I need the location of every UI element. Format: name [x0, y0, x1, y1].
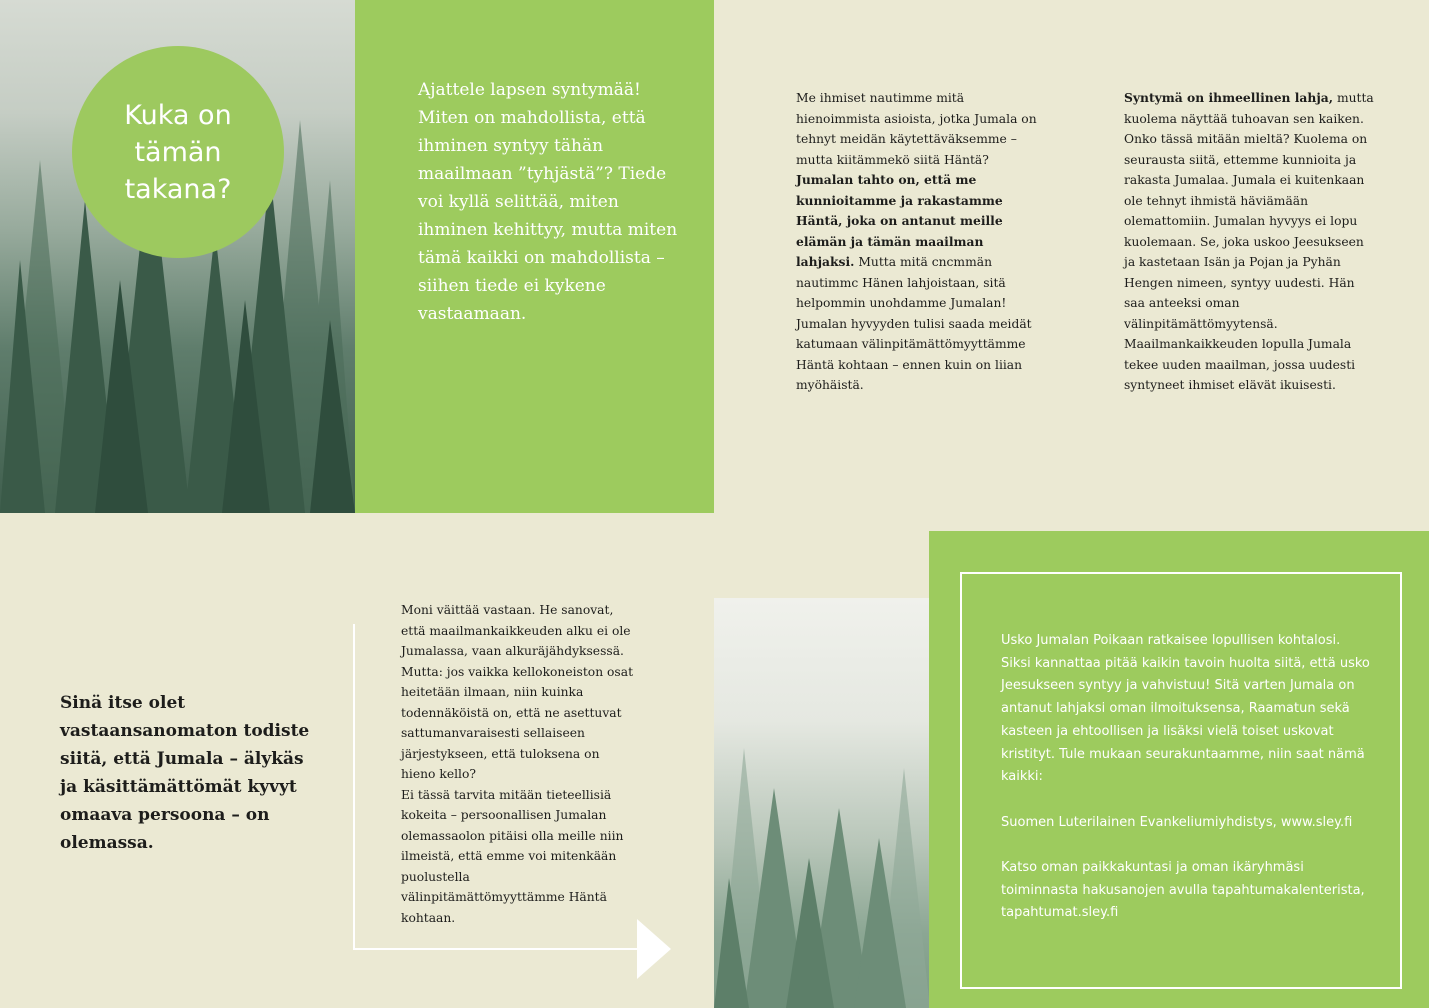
- text-column-1: [796, 88, 1046, 396]
- column1-text-b: Mutta mitä cncmmän nautimmc Hänen lahjoistaan, sitä helpommin unohdamme Jumalan! Jumalan hyvyyden tulisi saada meidät katumaan välinpitämättömyyttämme Häntä kohtaan – ennen kuin on liian myöhäistä.: [796, 255, 1032, 392]
- column1-emphasis: Jumalan tahto on, että me kunnioitamme ja rakastamme Häntä, joka on antanut meille elämän ja tämän maailman lahjaksi.: [796, 172, 1003, 269]
- arrow-right-icon: [637, 919, 671, 979]
- text-column-2: [1124, 88, 1374, 396]
- column3-paragraph-1: Moni väittää vastaan. He sanovat, että maailmankaikkeuden alku ei ole Jumalassa, vaan alkuräjähdyksessä. Mutta: jos vaikka kellokoneiston osat heitetään ilmaan, niin kuinka todennäköistä on, että ne asettuvat sattumanvaraisesti sellaiseen järjestykseen, että tuloksena on hieno kello?: [401, 603, 634, 781]
- column2-emphasis: Syntymä on ihmeellinen lahja,: [1124, 90, 1334, 105]
- arrow-line-vertical: [353, 624, 355, 950]
- panel-title: Kuka on tämän takana?: [124, 99, 232, 205]
- info-text: [1001, 630, 1371, 925]
- arrow-line-horizontal: [353, 948, 639, 950]
- intro-text: Ajattele lapsen syntymää! Miten on mahdollista, että ihminen syntyy tähän maailmaan ”tyhjästä”? Tiede voi kyllä selittää, miten ihminen kehittyy, mutta miten tämä kaikki on mahdollista – siihen tiede ei kykene vastaamaan.: [418, 80, 678, 324]
- text-column-3: [401, 600, 636, 928]
- info-paragraph-2: Suomen Luterilainen Evankeliumiyhdistys, www.sley.fi: [1001, 814, 1353, 830]
- forest-photo-bottom: [714, 598, 930, 1008]
- info-paragraph-3: Katso oman paikkakuntasi ja oman ikäryhmäsi toiminnasta hakusanojen avulla tapahtumakalenterista, tapahtumat.sley.fi: [1001, 860, 1365, 921]
- title-circle: [72, 46, 284, 258]
- column3-paragraph-2: Ei tässä tarvita mitään tieteellisiä kokeita – persoonallisen Jumalan olemassaolon pitäisi olla meille niin ilmeistä, että emme voi mitenkään puolustella välinpitämättömyyttämme Häntä kohtaan.: [401, 787, 624, 925]
- lead-statement: Sinä itse olet vastaansanomaton todiste siitä, että Jumala – älykäs ja käsittämättömät kyvyt omaava persoona – on olemassa.: [60, 693, 310, 853]
- column1-text-a: Me ihmiset nautimme mitä hienoimmista asioista, jotka Jumala on tehnyt meidän käytettäväksemme – mutta kiitämmekö siitä Häntä?: [796, 91, 1037, 167]
- info-paragraph-1: Usko Jumalan Poikaan ratkaisee lopullisen kohtalosi. Siksi kannattaa pitää kaikin tavoin huolta siitä, että usko Jeesukseen syntyy ja vahvistuu! Sitä varten Jumala on antanut lahjaksi oman ilmoituksensa, Raamatun sekä kasteen ja ehtoollisen ja lisäksi vielä toiset uskovat kristityt. Tule mukaan seurakuntaamme, niin saat nämä kaikki:: [1001, 633, 1370, 785]
- column2-text: mutta kuolema näyttää tuhoavan sen kaiken. Onko tässä mitään mieltä? Kuolema on seurausta siitä, ettemme kunnioita ja rakasta Jumalaa. Jumala ei kuitenkaan ole tehnyt ihmistä häviämään olemattomiin. Jumalan hyvyys ei lopu kuolemaan. Se, joka uskoo Jeesukseen ja kastetaan Isän ja Pojan ja Pyhän Hengen nimeen, syntyy uudesti. Hän saa anteeksi oman välinpitämättömyytensä. Maailmankaikkeuden lopulla Jumala tekee uuden maailman, jossa uudesti syntyneet ihmiset elävät ikuisesti.: [1124, 91, 1374, 392]
